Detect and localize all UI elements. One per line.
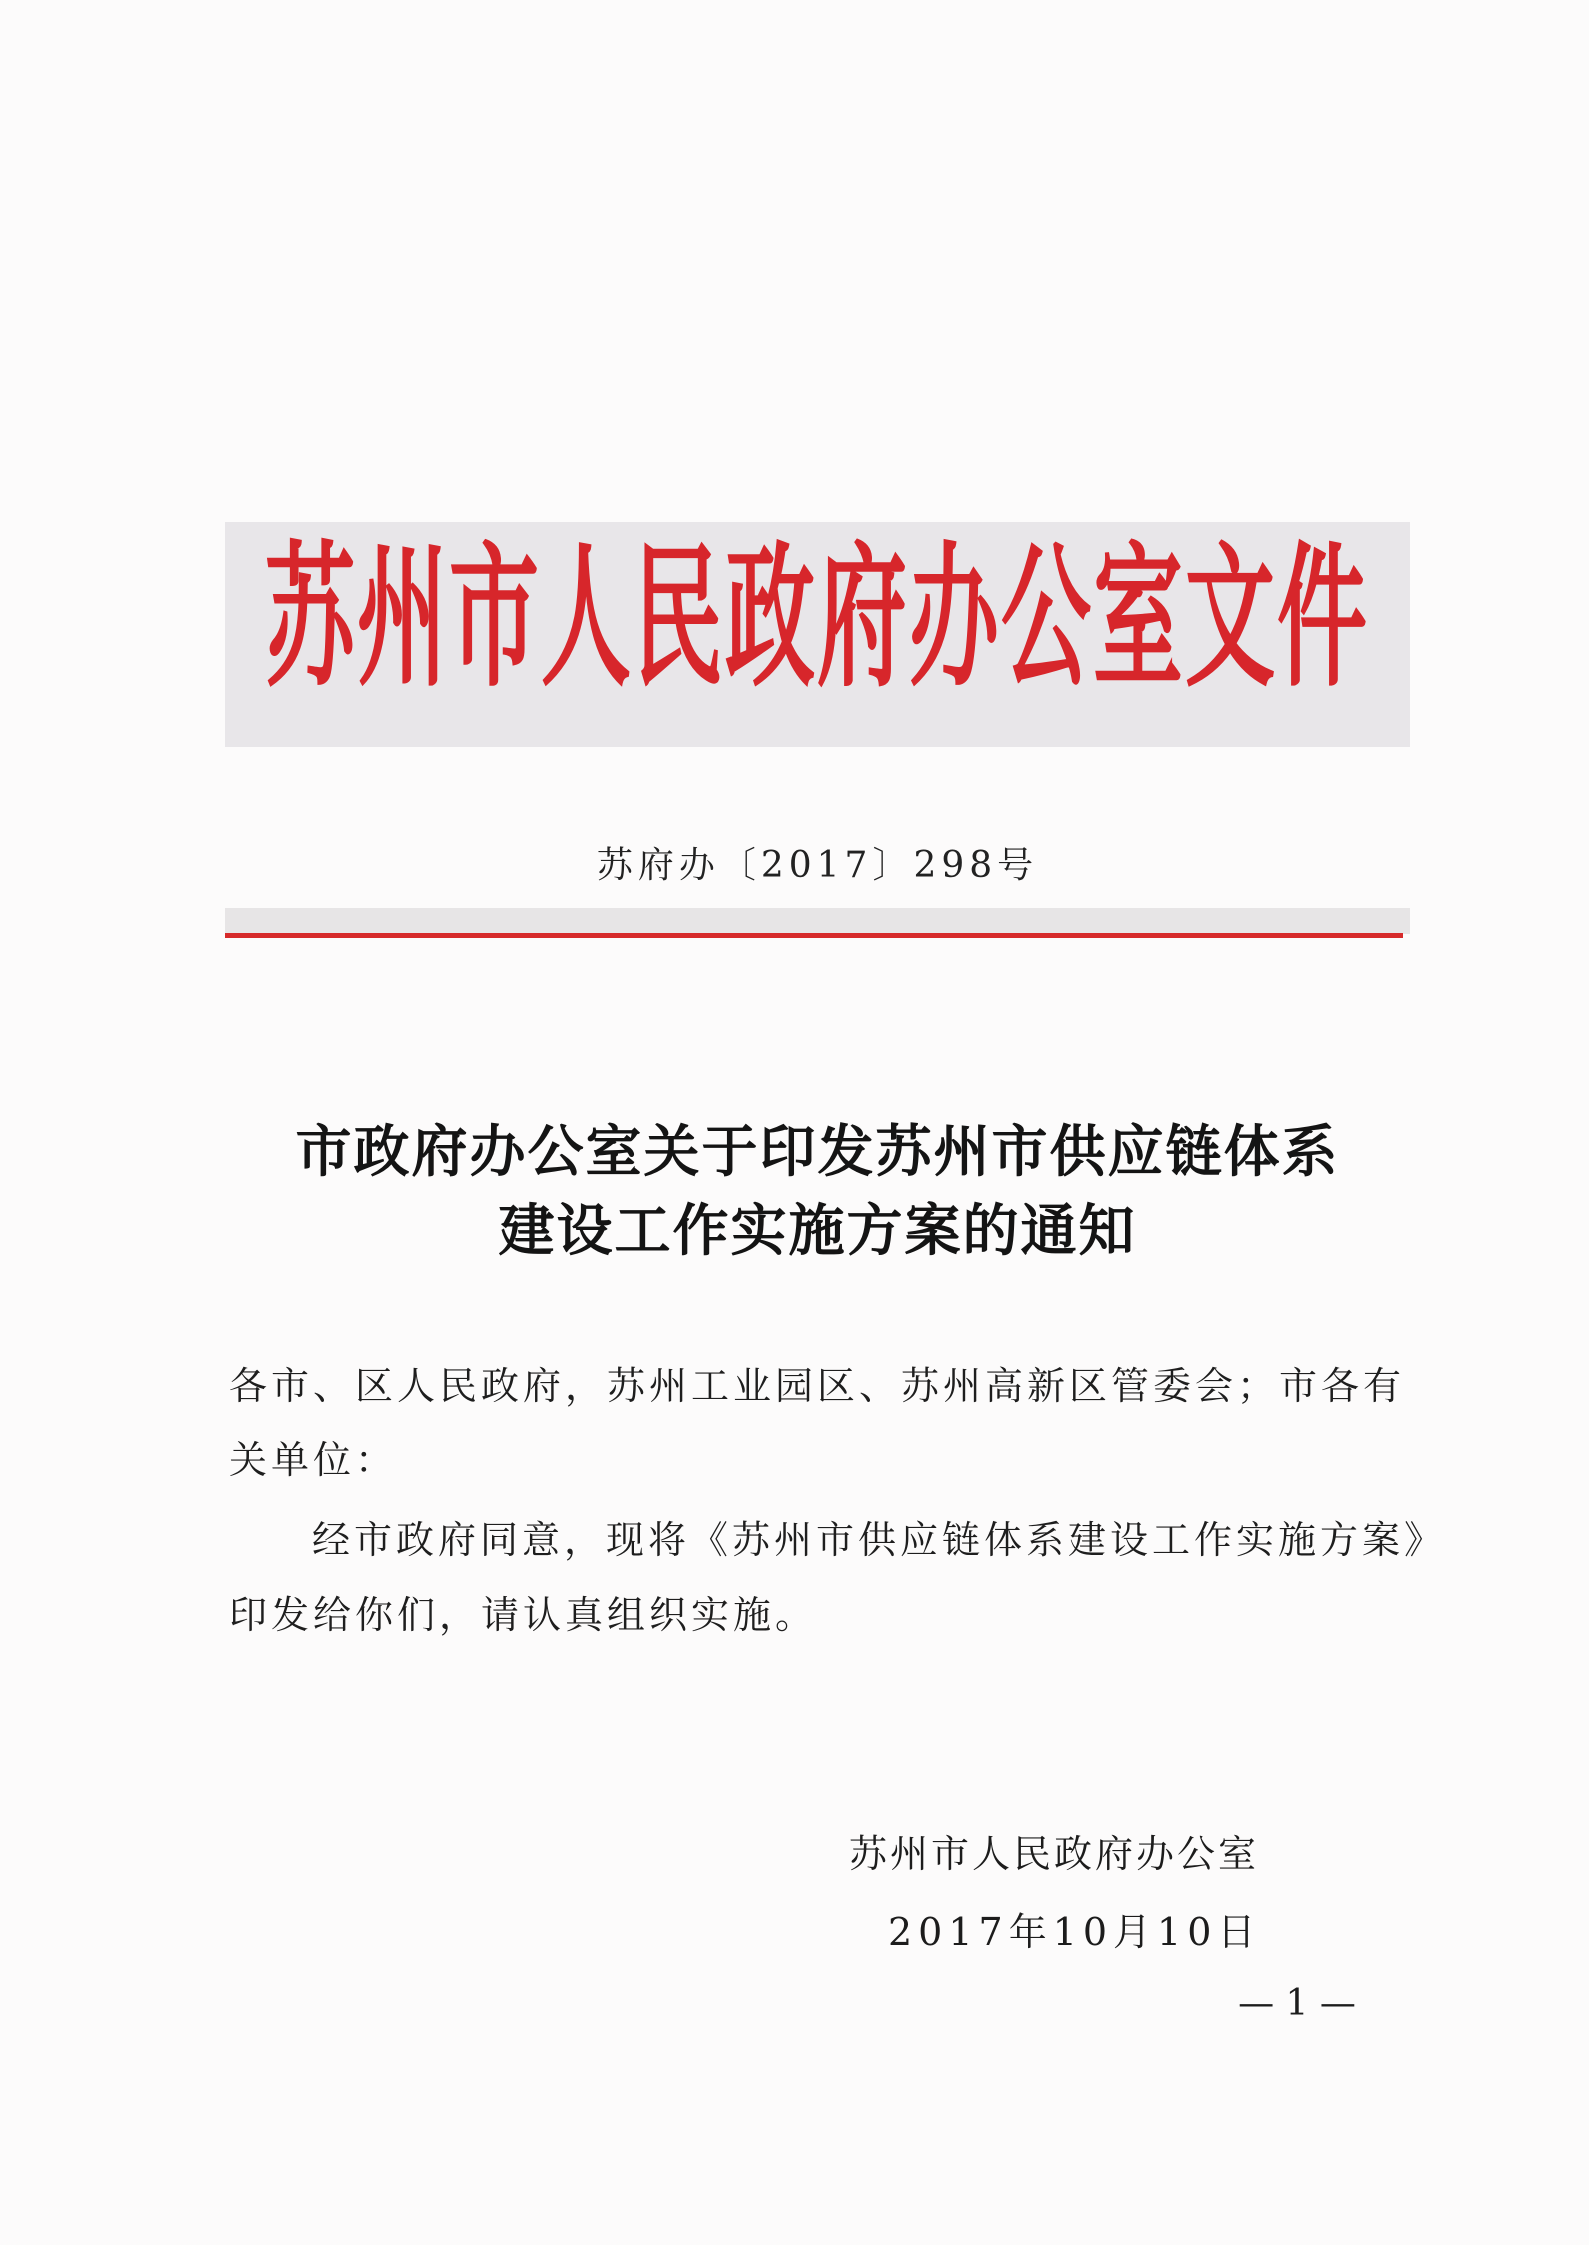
issue-date: 2017年10月10日: [888, 1910, 1262, 1954]
notice-title-line-2: 建设工作实施方案的通知: [498, 1198, 1137, 1264]
issuer-signature: 苏州市人民政府办公室: [849, 1832, 1260, 1876]
page-number: — 1 —: [1238, 1983, 1356, 2024]
red-divider-rule: [225, 933, 1403, 938]
document-number: 苏府办〔2017〕298号: [596, 845, 1039, 886]
header-title: 苏州市人民政府办公室文件: [265, 526, 1369, 710]
body-line: 关单位：: [229, 1438, 398, 1482]
header-band: [225, 908, 1410, 934]
body-line: 各市、区人民政府，苏州工业园区、苏州高新区管委会；市各有: [229, 1364, 1406, 1408]
body-line: 印发给你们，请认真组织实施。: [229, 1593, 818, 1637]
body-line: 经市政府同意，现将《苏州市供应链体系建设工作实施方案》: [312, 1518, 1447, 1562]
notice-title-line-1: 市政府办公室关于印发苏州市供应链体系: [295, 1119, 1340, 1185]
